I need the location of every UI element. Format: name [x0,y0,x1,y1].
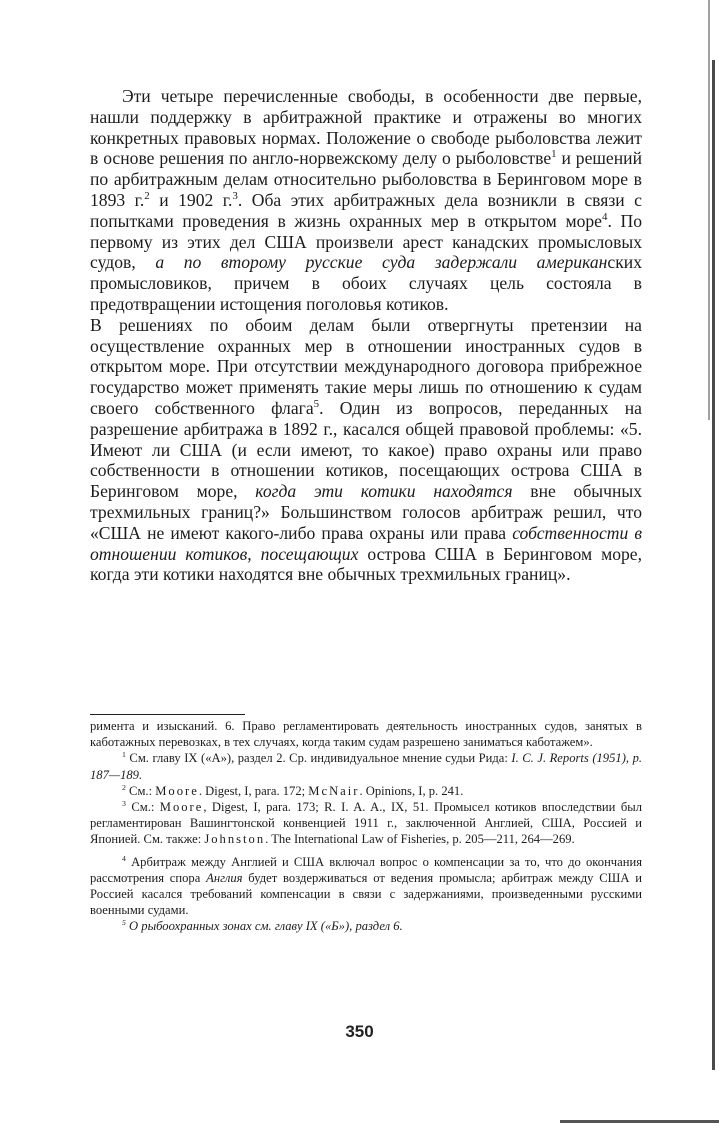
text-run: . По первому из этих дел США произвели арест канадских промысловых судов, [90,210,642,273]
text-run: . Один из вопросов, переданных на разрешение арбитража в 1892 г., касался общей правовой проблемы: «5. Имеют ли США (и если имеют, то какое) право охраны или право собственности в отношении котиков, посещающих острова США в Беринговом море, [90,397,642,502]
author-name: Johnston [204,832,266,847]
text-run: См.: [125,783,156,798]
footnote-1 [90,750,642,782]
text-run: будет воздерживаться от ведения промысла; арбитраж между США и Россией касался требований компенсации в связи с задержаниями, произведенными русскими военными судами. [90,870,642,918]
text-run: и 1902 г. [149,189,233,210]
footnote-5 [90,918,642,934]
footnote-ref-1: 1 [551,148,557,161]
main-text [90,86,642,585]
text-run: Арбитраж между Англией и США включал вопрос о компенсации за то, что до окончания рассмотрения спора [90,854,642,885]
author-name: McNair [308,783,360,798]
footnote-divider [90,714,245,715]
author-name: Moore [159,800,204,815]
author-name: Moore [155,783,199,798]
footnote-continuation: римента и изысканий. 6. Право регламентировать деятельность иностранных судов, занятых в каботажных перевозках, в тех случаях, когда таким судам разрешено заниматься каботажем». [90,719,642,750]
footnote-number: 4 [122,853,126,863]
page-edge-bottom [560,1120,719,1123]
italic-run: а по второму русские суда задержали американ [155,252,608,273]
text-run: . Opinions, I, p. 241. [359,783,464,798]
text-run: О рыбоохранных зонах см. главу IX («Б»), раздел 6. [125,919,403,934]
page-number: 350 [345,1022,374,1041]
footnote-ref-5: 5 [313,398,320,411]
text-run: См. главу IX («А»), раздел 2. Ср. индивидуальное мнение судьи Рида: [125,751,512,766]
italic-run: I. C. J. Reports (1951), p. 187—189. [90,751,643,782]
footnote-2 [90,783,642,799]
footnote-ref-2: 2 [144,190,150,203]
text-run: . The International Law of Fisheries, p. 205—211, 264—269. [265,832,575,847]
text-run: и решений по арбитражным делам относительно рыболовства в Беринговом море в 1893 г. [90,148,642,210]
text-run: Эти четыре перечисленные свободы, в особенности две первые, нашли поддержку в арбитражной практике и отражены во многих конкретных правовых нормах. Положение о свободе рыболовства лежит в основе решения по англо-норвежскому делу о рыболовстве [90,86,642,169]
italic-run: Англия [206,870,243,885]
text-run: . Digest, I, para. 172; [198,783,309,798]
footnote-ref-3: 3 [232,190,238,203]
footnote-number: 5 [122,918,126,928]
footnote-4 [90,854,642,919]
paragraph-1 [90,86,642,315]
page-edge-right [712,60,715,1070]
italic-run: собственности в отношении котиков, посещающих [90,522,642,564]
footnote-number: 1 [122,750,126,760]
footnote-number: 3 [122,798,126,808]
text-run: острова США в Беринговом море, когда эти котики находятся вне обычных трехмильных границ». [90,543,643,585]
page-edge-shadow [708,0,710,420]
text-run: См.: [125,800,160,815]
footnote-number: 2 [122,782,126,792]
text-run: , Digest, I, para. 173; R. I. A. A., IX, 51. Промысел котиков впоследствии был регламентирован Вашингтонской конвенцией 1911 г., заключенной Англией, США, Россией и Японией. См. также: [90,800,642,847]
paragraph-2 [90,315,642,585]
italic-run: когда эти котики находятся [255,481,513,502]
footnote-3 [90,799,642,848]
footnotes [90,718,642,935]
text-run: . Оба этих арбитражных дела возникли в связи с попытками проведения в жизнь охранных мер в открытом море [90,189,642,231]
text-run: В решениях по обоим делам были отвергнуты претензии на осуществление охранных мер в отношении иностранных судов в открытом море. При отсутствии международного договора прибрежное государство может применять такие меры лишь по отношению к судам своего собственного флага [90,314,642,418]
text-run: ских промысловиков, причем в обоих случаях цель состояла в предотвращении истощения поголовья котиков. [90,252,642,314]
text-run: вне обычных трехмильных границ?» Большинством голосов арбитраж решил, что «США не имеют какого-либо права охраны или права [90,481,642,543]
footnote-ref-4: 4 [601,210,608,223]
